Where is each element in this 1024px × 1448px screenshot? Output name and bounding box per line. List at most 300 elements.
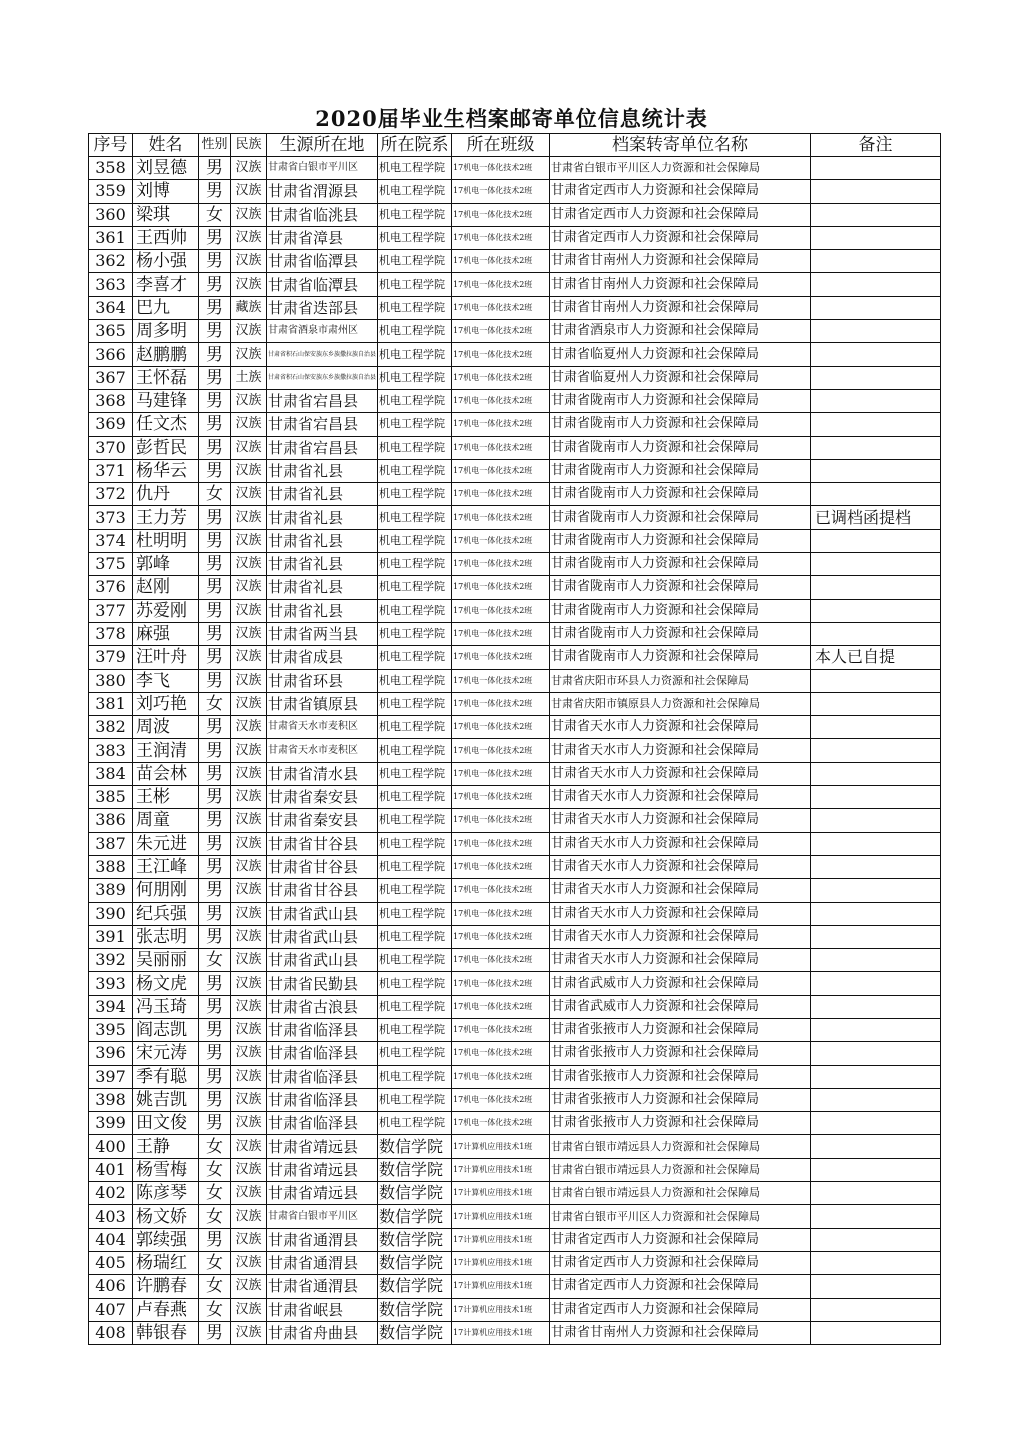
cell-name: 韩银春 (133, 1321, 199, 1344)
cell-note (811, 1205, 941, 1228)
table-row (89, 739, 941, 762)
cell-origin: 甘肃省礼县 (267, 576, 378, 599)
cell-name: 刘博 (133, 180, 199, 203)
cell-gender: 男 (199, 250, 231, 273)
cell-gender: 女 (199, 483, 231, 506)
cell-gender: 男 (199, 809, 231, 832)
cell-no: 402 (89, 1182, 133, 1205)
cell-name: 赵刚 (133, 576, 199, 599)
cell-gender: 男 (199, 646, 231, 669)
cell-name: 许鹏春 (133, 1275, 199, 1298)
cell-dept: 机电工程学院 (378, 320, 452, 343)
table-row (89, 459, 941, 482)
cell-gender: 女 (199, 1251, 231, 1274)
table-row (89, 925, 941, 948)
table-row (89, 1018, 941, 1041)
cell-class: 17机电一体化技术2班 (452, 1112, 550, 1135)
cell-dept: 机电工程学院 (378, 832, 452, 855)
table-row (89, 1112, 941, 1135)
cell-gender: 男 (199, 273, 231, 296)
table-row (89, 413, 941, 436)
cell-no: 396 (89, 1042, 133, 1065)
cell-origin: 甘肃省通渭县 (267, 1228, 378, 1251)
cell-name: 冯玉琦 (133, 995, 199, 1018)
cell-dept: 机电工程学院 (378, 995, 452, 1018)
cell-name: 何朋刚 (133, 879, 199, 902)
cell-dept: 机电工程学院 (378, 786, 452, 809)
cell-class: 17机电一体化技术2班 (452, 762, 550, 785)
cell-dept: 机电工程学院 (378, 622, 452, 645)
cell-dept: 机电工程学院 (378, 389, 452, 412)
cell-gender: 男 (199, 879, 231, 902)
cell-origin: 甘肃省甘谷县 (267, 855, 378, 878)
cell-name: 王静 (133, 1135, 199, 1158)
cell-dept: 机电工程学院 (378, 553, 452, 576)
cell-unit: 甘肃省陇南市人力资源和社会保障局 (550, 436, 811, 459)
cell-no: 388 (89, 855, 133, 878)
cell-name: 刘昱德 (133, 157, 199, 180)
cell-note (811, 1112, 941, 1135)
cell-ethnicity: 汉族 (231, 646, 267, 669)
cell-no: 360 (89, 203, 133, 226)
cell-name: 王力芳 (133, 506, 199, 529)
cell-note (811, 413, 941, 436)
cell-no: 384 (89, 762, 133, 785)
cell-ethnicity: 汉族 (231, 203, 267, 226)
cell-no: 390 (89, 902, 133, 925)
cell-name: 张志明 (133, 925, 199, 948)
cell-gender: 男 (199, 1018, 231, 1041)
cell-dept: 机电工程学院 (378, 483, 452, 506)
cell-gender: 男 (199, 366, 231, 389)
table-row (89, 226, 941, 249)
cell-gender: 男 (199, 972, 231, 995)
cell-note (811, 389, 941, 412)
cell-no: 368 (89, 389, 133, 412)
cell-ethnicity: 土族 (231, 366, 267, 389)
cell-origin: 甘肃省靖远县 (267, 1182, 378, 1205)
cell-origin: 甘肃省岷县 (267, 1298, 378, 1321)
table-row (89, 250, 941, 273)
cell-ethnicity: 汉族 (231, 669, 267, 692)
cell-gender: 男 (199, 622, 231, 645)
cell-unit: 甘肃省定西市人力资源和社会保障局 (550, 1298, 811, 1321)
cell-name: 田文俊 (133, 1112, 199, 1135)
cell-origin: 甘肃省礼县 (267, 459, 378, 482)
cell-gender: 男 (199, 553, 231, 576)
cell-note (811, 669, 941, 692)
cell-gender: 男 (199, 716, 231, 739)
cell-name: 彭哲民 (133, 436, 199, 459)
cell-name: 王西帅 (133, 226, 199, 249)
cell-gender: 男 (199, 226, 231, 249)
cell-dept: 机电工程学院 (378, 925, 452, 948)
cell-note (811, 832, 941, 855)
cell-name: 刘巧艳 (133, 692, 199, 715)
cell-no: 406 (89, 1275, 133, 1298)
cell-ethnicity: 汉族 (231, 902, 267, 925)
cell-unit: 甘肃省武威市人力资源和社会保障局 (550, 995, 811, 1018)
cell-note (811, 250, 941, 273)
cell-origin: 甘肃省礼县 (267, 529, 378, 552)
cell-origin: 甘肃省武山县 (267, 925, 378, 948)
cell-unit: 甘肃省定西市人力资源和社会保障局 (550, 203, 811, 226)
cell-unit: 甘肃省天水市人力资源和社会保障局 (550, 762, 811, 785)
cell-origin: 甘肃省宕昌县 (267, 436, 378, 459)
cell-note (811, 157, 941, 180)
cell-no: 372 (89, 483, 133, 506)
cell-gender: 男 (199, 506, 231, 529)
cell-origin: 甘肃省酒泉市肃州区 (267, 320, 378, 343)
cell-name: 朱元进 (133, 832, 199, 855)
cell-name: 卢春燕 (133, 1298, 199, 1321)
cell-no: 373 (89, 506, 133, 529)
cell-dept: 机电工程学院 (378, 1065, 452, 1088)
table-row (89, 157, 941, 180)
cell-origin: 甘肃省靖远县 (267, 1135, 378, 1158)
cell-name: 杜明明 (133, 529, 199, 552)
cell-ethnicity: 汉族 (231, 599, 267, 622)
cell-no: 397 (89, 1065, 133, 1088)
cell-no: 379 (89, 646, 133, 669)
cell-ethnicity: 汉族 (231, 1112, 267, 1135)
cell-dept: 机电工程学院 (378, 180, 452, 203)
cell-class: 17机电一体化技术2班 (452, 529, 550, 552)
cell-note (811, 1018, 941, 1041)
cell-gender: 男 (199, 1228, 231, 1251)
cell-class: 17机电一体化技术2班 (452, 343, 550, 366)
cell-class: 17机电一体化技术2班 (452, 506, 550, 529)
cell-note (811, 762, 941, 785)
cell-class: 17机电一体化技术2班 (452, 669, 550, 692)
cell-dept: 机电工程学院 (378, 250, 452, 273)
cell-ethnicity: 汉族 (231, 250, 267, 273)
cell-gender: 女 (199, 1158, 231, 1181)
cell-origin: 甘肃省两当县 (267, 622, 378, 645)
cell-origin: 甘肃省白银市平川区 (267, 1205, 378, 1228)
cell-unit: 甘肃省临夏州人力资源和社会保障局 (550, 343, 811, 366)
cell-no: 370 (89, 436, 133, 459)
cell-unit: 甘肃省张掖市人力资源和社会保障局 (550, 1065, 811, 1088)
cell-unit: 甘肃省定西市人力资源和社会保障局 (550, 1251, 811, 1274)
cell-origin: 甘肃省礼县 (267, 599, 378, 622)
table-row (89, 786, 941, 809)
cell-gender: 男 (199, 459, 231, 482)
cell-no: 392 (89, 949, 133, 972)
cell-note (811, 180, 941, 203)
cell-ethnicity: 汉族 (231, 483, 267, 506)
table-row (89, 855, 941, 878)
cell-dept: 机电工程学院 (378, 949, 452, 972)
cell-ethnicity: 汉族 (231, 972, 267, 995)
cell-ethnicity: 汉族 (231, 1275, 267, 1298)
cell-name: 马建锋 (133, 389, 199, 412)
cell-no: 364 (89, 296, 133, 319)
cell-no: 393 (89, 972, 133, 995)
cell-dept: 机电工程学院 (378, 972, 452, 995)
cell-ethnicity: 汉族 (231, 1298, 267, 1321)
cell-unit: 甘肃省天水市人力资源和社会保障局 (550, 809, 811, 832)
cell-name: 季有聪 (133, 1065, 199, 1088)
cell-class: 17计算机应用技术1班 (452, 1251, 550, 1274)
cell-unit: 甘肃省天水市人力资源和社会保障局 (550, 879, 811, 902)
cell-dept: 机电工程学院 (378, 273, 452, 296)
cell-gender: 男 (199, 343, 231, 366)
cell-unit: 甘肃省张掖市人力资源和社会保障局 (550, 1042, 811, 1065)
cell-dept: 机电工程学院 (378, 296, 452, 319)
cell-dept: 机电工程学院 (378, 1042, 452, 1065)
cell-gender: 女 (199, 1135, 231, 1158)
cell-ethnicity: 汉族 (231, 949, 267, 972)
table-row (89, 320, 941, 343)
cell-unit: 甘肃省白银市靖远县人力资源和社会保障局 (550, 1135, 811, 1158)
table-row (89, 1135, 941, 1158)
cell-gender: 男 (199, 413, 231, 436)
header-no: 序号 (89, 134, 133, 157)
cell-dept: 机电工程学院 (378, 902, 452, 925)
table-row (89, 296, 941, 319)
cell-no: 374 (89, 529, 133, 552)
cell-class: 17计算机应用技术1班 (452, 1275, 550, 1298)
cell-class: 17机电一体化技术2班 (452, 1018, 550, 1041)
cell-dept: 机电工程学院 (378, 716, 452, 739)
cell-no: 391 (89, 925, 133, 948)
cell-dept: 机电工程学院 (378, 226, 452, 249)
cell-origin: 甘肃省积石山保安族东乡族撒拉族自治县 (267, 343, 378, 366)
table-row (89, 1205, 941, 1228)
cell-name: 杨文虎 (133, 972, 199, 995)
cell-no: 382 (89, 716, 133, 739)
cell-class: 17机电一体化技术2班 (452, 226, 550, 249)
cell-no: 371 (89, 459, 133, 482)
cell-gender: 男 (199, 739, 231, 762)
cell-ethnicity: 汉族 (231, 809, 267, 832)
cell-origin: 甘肃省渭源县 (267, 180, 378, 203)
page-title: 2020届毕业生档案邮寄单位信息统计表 (315, 106, 708, 131)
header-name: 姓名 (133, 134, 199, 157)
cell-origin: 甘肃省临泽县 (267, 1042, 378, 1065)
cell-note (811, 739, 941, 762)
cell-ethnicity: 汉族 (231, 1251, 267, 1274)
cell-unit: 甘肃省陇南市人力资源和社会保障局 (550, 576, 811, 599)
cell-origin: 甘肃省成县 (267, 646, 378, 669)
cell-name: 吴丽丽 (133, 949, 199, 972)
header-origin: 生源所在地 (267, 134, 378, 157)
cell-unit: 甘肃省白银市靖远县人力资源和社会保障局 (550, 1158, 811, 1181)
cell-name: 郭峰 (133, 553, 199, 576)
cell-unit: 甘肃省天水市人力资源和社会保障局 (550, 855, 811, 878)
cell-class: 17机电一体化技术2班 (452, 1088, 550, 1111)
cell-name: 汪叶舟 (133, 646, 199, 669)
cell-gender: 男 (199, 925, 231, 948)
cell-dept: 数信学院 (378, 1158, 452, 1181)
table-row (89, 599, 941, 622)
cell-class: 17机电一体化技术2班 (452, 925, 550, 948)
cell-class: 17机电一体化技术2班 (452, 786, 550, 809)
table-row (89, 972, 941, 995)
cell-unit: 甘肃省甘南州人力资源和社会保障局 (550, 273, 811, 296)
cell-origin: 甘肃省武山县 (267, 902, 378, 925)
cell-class: 17机电一体化技术2班 (452, 203, 550, 226)
cell-gender: 男 (199, 296, 231, 319)
cell-name: 仇丹 (133, 483, 199, 506)
cell-name: 周多明 (133, 320, 199, 343)
table-row (89, 553, 941, 576)
cell-gender: 男 (199, 762, 231, 785)
cell-note (811, 459, 941, 482)
cell-origin: 甘肃省临泽县 (267, 1088, 378, 1111)
cell-unit: 甘肃省甘南州人力资源和社会保障局 (550, 1321, 811, 1344)
cell-ethnicity: 汉族 (231, 1158, 267, 1181)
cell-name: 巴九 (133, 296, 199, 319)
cell-note (811, 273, 941, 296)
cell-class: 17机电一体化技术2班 (452, 366, 550, 389)
cell-ethnicity: 汉族 (231, 762, 267, 785)
cell-unit: 甘肃省天水市人力资源和社会保障局 (550, 949, 811, 972)
cell-dept: 机电工程学院 (378, 855, 452, 878)
cell-origin: 甘肃省环县 (267, 669, 378, 692)
cell-unit: 甘肃省庆阳市环县人力资源和社会保障局 (550, 669, 811, 692)
cell-unit: 甘肃省陇南市人力资源和社会保障局 (550, 553, 811, 576)
cell-dept: 数信学院 (378, 1251, 452, 1274)
cell-no: 367 (89, 366, 133, 389)
cell-gender: 女 (199, 1275, 231, 1298)
cell-unit: 甘肃省天水市人力资源和社会保障局 (550, 925, 811, 948)
cell-name: 王润清 (133, 739, 199, 762)
cell-origin: 甘肃省甘谷县 (267, 832, 378, 855)
cell-ethnicity: 汉族 (231, 436, 267, 459)
table-row (89, 762, 941, 785)
cell-ethnicity: 汉族 (231, 995, 267, 1018)
cell-name: 苏爱刚 (133, 599, 199, 622)
cell-no: 394 (89, 995, 133, 1018)
cell-note (811, 483, 941, 506)
cell-origin: 甘肃省礼县 (267, 483, 378, 506)
cell-ethnicity: 汉族 (231, 786, 267, 809)
cell-no: 365 (89, 320, 133, 343)
cell-note (811, 576, 941, 599)
cell-dept: 机电工程学院 (378, 599, 452, 622)
cell-origin: 甘肃省白银市平川区 (267, 157, 378, 180)
cell-note: 已调档函提档 (811, 506, 941, 529)
cell-class: 17计算机应用技术1班 (452, 1158, 550, 1181)
cell-note (811, 343, 941, 366)
cell-no: 358 (89, 157, 133, 180)
cell-ethnicity: 汉族 (231, 1182, 267, 1205)
cell-ethnicity: 汉族 (231, 739, 267, 762)
cell-dept: 机电工程学院 (378, 762, 452, 785)
cell-gender: 男 (199, 1042, 231, 1065)
cell-class: 17计算机应用技术1班 (452, 1205, 550, 1228)
cell-name: 周波 (133, 716, 199, 739)
cell-class: 17机电一体化技术2班 (452, 622, 550, 645)
cell-note (811, 879, 941, 902)
cell-name: 宋元涛 (133, 1042, 199, 1065)
cell-ethnicity: 汉族 (231, 320, 267, 343)
cell-unit: 甘肃省酒泉市人力资源和社会保障局 (550, 320, 811, 343)
cell-unit: 甘肃省陇南市人力资源和社会保障局 (550, 389, 811, 412)
cell-note (811, 1275, 941, 1298)
cell-gender: 男 (199, 436, 231, 459)
header-gender: 性别 (199, 134, 231, 157)
cell-ethnicity: 汉族 (231, 553, 267, 576)
cell-unit: 甘肃省白银市平川区人力资源和社会保障局 (550, 157, 811, 180)
cell-origin: 甘肃省武山县 (267, 949, 378, 972)
table-row (89, 343, 941, 366)
cell-no: 359 (89, 180, 133, 203)
cell-name: 梁琪 (133, 203, 199, 226)
header-row (89, 134, 941, 157)
cell-no: 381 (89, 692, 133, 715)
cell-unit: 甘肃省庆阳市镇原县人力资源和社会保障局 (550, 692, 811, 715)
cell-dept: 数信学院 (378, 1182, 452, 1205)
cell-gender: 男 (199, 1321, 231, 1344)
cell-ethnicity: 汉族 (231, 855, 267, 878)
cell-no: 361 (89, 226, 133, 249)
cell-dept: 机电工程学院 (378, 436, 452, 459)
cell-class: 17计算机应用技术1班 (452, 1298, 550, 1321)
cell-note (811, 1042, 941, 1065)
cell-name: 姚吉凯 (133, 1088, 199, 1111)
cell-origin: 甘肃省临泽县 (267, 1112, 378, 1135)
table-row (89, 1298, 941, 1321)
cell-origin: 甘肃省秦安县 (267, 809, 378, 832)
cell-origin: 甘肃省临泽县 (267, 1065, 378, 1088)
cell-gender: 男 (199, 389, 231, 412)
table-row (89, 669, 941, 692)
cell-note (811, 1182, 941, 1205)
cell-origin: 甘肃省通渭县 (267, 1275, 378, 1298)
cell-ethnicity: 汉族 (231, 389, 267, 412)
table-row (89, 576, 941, 599)
cell-no: 404 (89, 1228, 133, 1251)
cell-origin: 甘肃省临泽县 (267, 1018, 378, 1041)
cell-class: 17机电一体化技术2班 (452, 413, 550, 436)
cell-dept: 数信学院 (378, 1298, 452, 1321)
cell-dept: 机电工程学院 (378, 506, 452, 529)
cell-dept: 机电工程学院 (378, 459, 452, 482)
cell-note (811, 296, 941, 319)
table-row (89, 646, 941, 669)
cell-unit: 甘肃省陇南市人力资源和社会保障局 (550, 506, 811, 529)
cell-class: 17机电一体化技术2班 (452, 902, 550, 925)
cell-note (811, 995, 941, 1018)
cell-ethnicity: 汉族 (231, 1042, 267, 1065)
cell-ethnicity: 汉族 (231, 157, 267, 180)
cell-name: 陈彦琴 (133, 1182, 199, 1205)
cell-note: 本人已自提 (811, 646, 941, 669)
cell-unit: 甘肃省陇南市人力资源和社会保障局 (550, 646, 811, 669)
cell-dept: 数信学院 (378, 1275, 452, 1298)
cell-dept: 数信学院 (378, 1205, 452, 1228)
cell-class: 17机电一体化技术2班 (452, 972, 550, 995)
cell-origin: 甘肃省积石山保安族东乡族撒拉族自治县 (267, 366, 378, 389)
cell-note (811, 366, 941, 389)
cell-no: 378 (89, 622, 133, 645)
cell-ethnicity: 汉族 (231, 576, 267, 599)
cell-class: 17机电一体化技术2班 (452, 320, 550, 343)
table-row (89, 1088, 941, 1111)
cell-note (811, 809, 941, 832)
cell-class: 17机电一体化技术2班 (452, 646, 550, 669)
cell-gender: 男 (199, 599, 231, 622)
table-row (89, 809, 941, 832)
cell-ethnicity: 藏族 (231, 296, 267, 319)
cell-ethnicity: 汉族 (231, 1018, 267, 1041)
cell-note (811, 599, 941, 622)
cell-no: 386 (89, 809, 133, 832)
cell-class: 17机电一体化技术2班 (452, 832, 550, 855)
